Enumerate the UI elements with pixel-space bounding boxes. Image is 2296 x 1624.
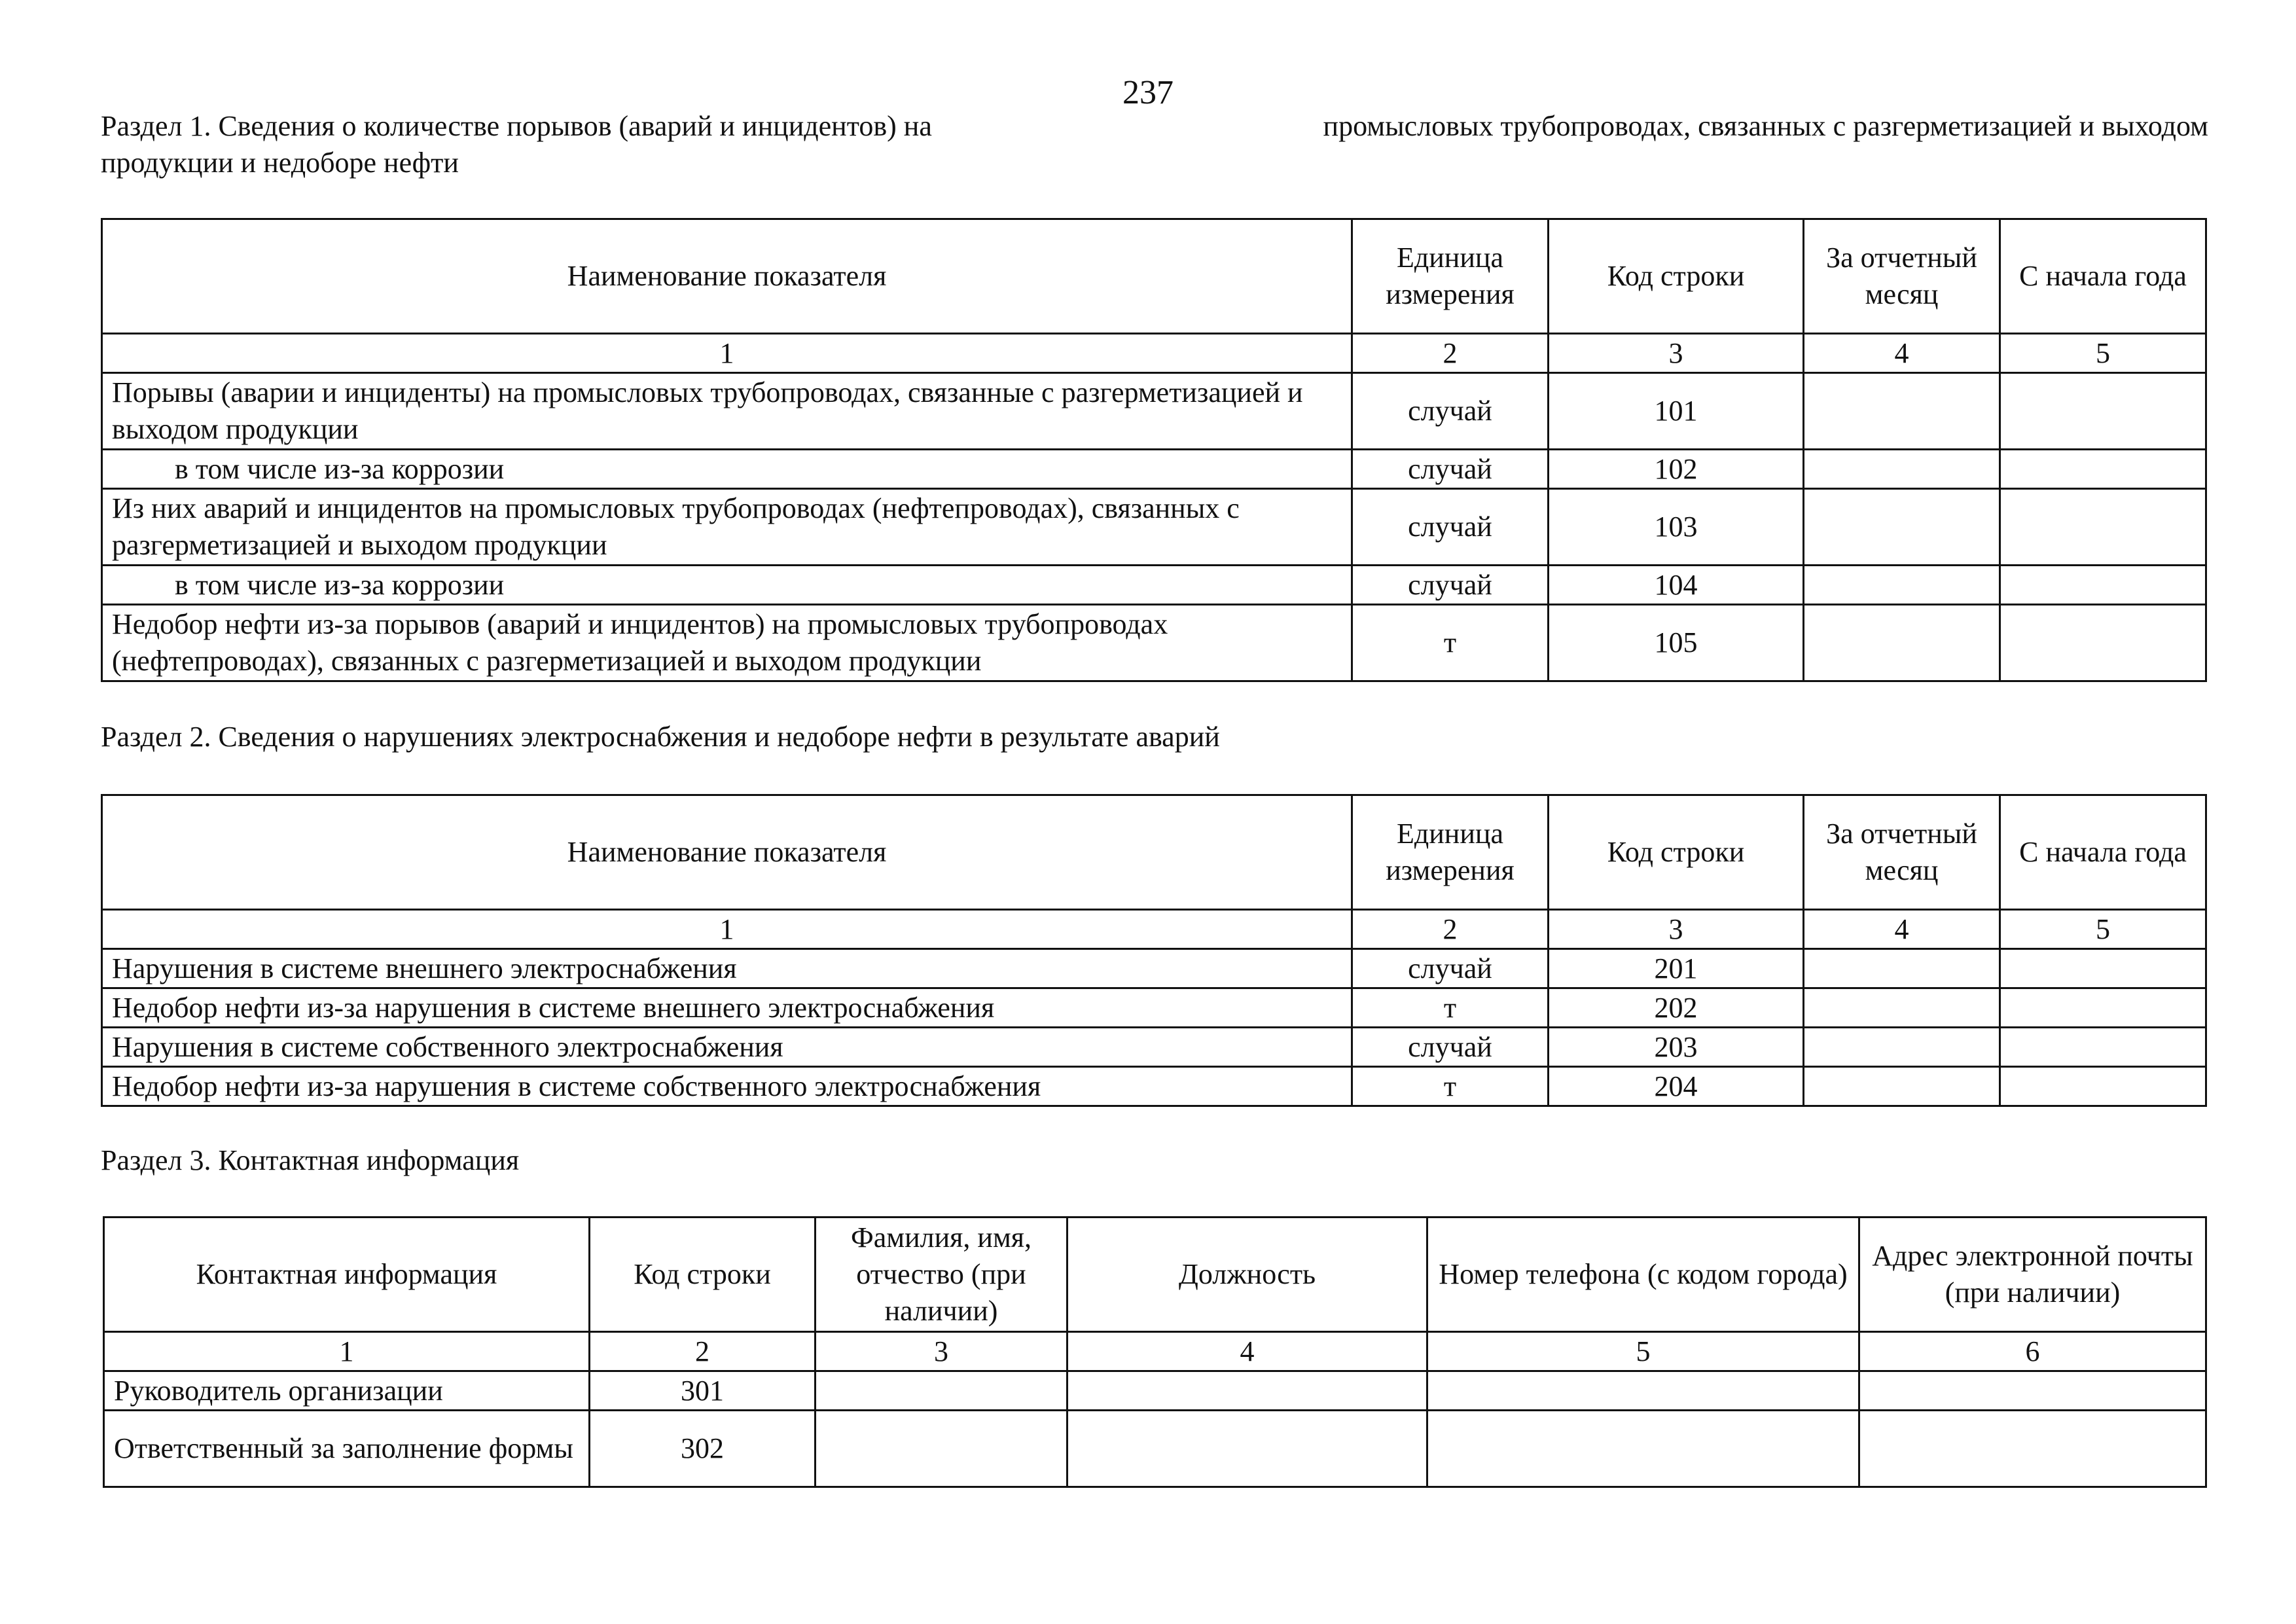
col-number: 1	[102, 334, 1352, 373]
phone-cell[interactable]	[1427, 1411, 1859, 1487]
section1-title	[101, 108, 2208, 181]
code-cell: 103	[1549, 489, 1804, 566]
header-line-code: Код строки	[590, 1218, 816, 1332]
column-numbers-row	[102, 910, 2206, 949]
col-number: 4	[1804, 334, 2000, 373]
code-cell: 302	[590, 1411, 816, 1487]
table-row	[102, 949, 2206, 988]
indicator-name: Нарушения в системе собственного электроснабжения	[102, 1028, 1352, 1067]
full-name-cell[interactable]	[816, 1411, 1067, 1487]
contact-role: Руководитель организации	[104, 1371, 590, 1411]
position-cell[interactable]	[1067, 1411, 1427, 1487]
section3-table	[103, 1216, 2207, 1488]
header-contact-info: Контактная информация	[104, 1218, 590, 1332]
header-month: За отчетный месяц	[1804, 795, 2000, 910]
col-number: 3	[1549, 910, 1804, 949]
ytd-value-cell[interactable]	[2000, 949, 2206, 988]
table-row	[102, 605, 2206, 681]
ytd-value-cell[interactable]	[2000, 605, 2206, 681]
column-numbers-row	[104, 1332, 2206, 1371]
table-row	[102, 450, 2206, 489]
header-line-code: Код строки	[1549, 795, 1804, 910]
code-cell: 202	[1549, 988, 1804, 1028]
month-value-cell[interactable]	[1804, 605, 2000, 681]
unit-cell: случай	[1352, 489, 1549, 566]
code-cell: 201	[1549, 949, 1804, 988]
month-value-cell[interactable]	[1804, 373, 2000, 450]
table-row	[104, 1371, 2206, 1411]
section1-title-line2: продукции и недоборе нефти	[101, 147, 459, 179]
header-email: Адрес электронной почты (при наличии)	[1859, 1218, 2206, 1332]
header-unit: Единица измерения	[1352, 795, 1549, 910]
col-number: 2	[1352, 334, 1549, 373]
table-row	[102, 988, 2206, 1028]
month-value-cell[interactable]	[1804, 988, 2000, 1028]
col-number: 3	[1549, 334, 1804, 373]
table-row	[102, 1067, 2206, 1106]
code-cell: 204	[1549, 1067, 1804, 1106]
indicator-name: Недобор нефти из-за порывов (аварий и инцидентов) на промысловых трубопроводах (нефтепроводах), связанных с разгерметизацией и выходом продукции	[102, 605, 1352, 681]
section1-title-right: промысловых трубопроводах, связанных с разгерметизацией и выходом	[1323, 110, 2208, 142]
header-indicator-name: Наименование показателя	[102, 795, 1352, 910]
col-number: 1	[102, 910, 1352, 949]
section2-title: Раздел 2. Сведения о нарушениях электроснабжения и недоборе нефти в результате аварий	[101, 721, 1220, 753]
email-cell[interactable]	[1859, 1371, 2206, 1411]
column-numbers-row	[102, 334, 2206, 373]
ytd-value-cell[interactable]	[2000, 450, 2206, 489]
col-number: 4	[1804, 910, 2000, 949]
col-number: 3	[816, 1332, 1067, 1371]
section1-table	[101, 218, 2207, 682]
unit-cell: случай	[1352, 949, 1549, 988]
page-number: 237	[1122, 74, 1174, 111]
col-number: 5	[1427, 1332, 1859, 1371]
header-phone: Номер телефона (с кодом города)	[1427, 1218, 1859, 1332]
indicator-name: Нарушения в системе внешнего электроснабжения	[102, 949, 1352, 988]
full-name-cell[interactable]	[816, 1371, 1067, 1411]
unit-cell: случай	[1352, 373, 1549, 450]
ytd-value-cell[interactable]	[2000, 988, 2206, 1028]
unit-cell: т	[1352, 1067, 1549, 1106]
month-value-cell[interactable]	[1804, 450, 2000, 489]
ytd-value-cell[interactable]	[2000, 373, 2206, 450]
header-full-name: Фамилия, имя, отчество (при наличии)	[816, 1218, 1067, 1332]
unit-cell: т	[1352, 605, 1549, 681]
indicator-name: Порывы (аварии и инциденты) на промысловых трубопроводах, связанные с разгерметизацией и выходом продукции	[102, 373, 1352, 450]
unit-cell: случай	[1352, 566, 1549, 605]
code-cell: 104	[1549, 566, 1804, 605]
indicator-name: в том числе из-за коррозии	[102, 450, 1352, 489]
table-row	[102, 373, 2206, 450]
col-number: 1	[104, 1332, 590, 1371]
header-line-code: Код строки	[1549, 219, 1804, 334]
header-position: Должность	[1067, 1218, 1427, 1332]
code-cell: 102	[1549, 450, 1804, 489]
header-month: За отчетный месяц	[1804, 219, 2000, 334]
ytd-value-cell[interactable]	[2000, 1067, 2206, 1106]
section1-title-left: Раздел 1. Сведения о количестве порывов (аварий и инцидентов) на	[101, 110, 932, 142]
table-row	[102, 489, 2206, 566]
phone-cell[interactable]	[1427, 1371, 1859, 1411]
month-value-cell[interactable]	[1804, 949, 2000, 988]
ytd-value-cell[interactable]	[2000, 1028, 2206, 1067]
header-ytd: С начала года	[2000, 219, 2206, 334]
code-cell: 203	[1549, 1028, 1804, 1067]
indicator-name: Недобор нефти из-за нарушения в системе собственного электроснабжения	[102, 1067, 1352, 1106]
col-number: 5	[2000, 910, 2206, 949]
header-indicator-name: Наименование показателя	[102, 219, 1352, 334]
col-number: 5	[2000, 334, 2206, 373]
table-row	[102, 566, 2206, 605]
ytd-value-cell[interactable]	[2000, 566, 2206, 605]
month-value-cell[interactable]	[1804, 1028, 2000, 1067]
table-row	[104, 1411, 2206, 1487]
table-row	[102, 1028, 2206, 1067]
col-number: 2	[1352, 910, 1549, 949]
col-number: 6	[1859, 1332, 2206, 1371]
section3-title: Раздел 3. Контактная информация	[101, 1144, 520, 1176]
unit-cell: случай	[1352, 450, 1549, 489]
email-cell[interactable]	[1859, 1411, 2206, 1487]
indicator-name: Из них аварий и инцидентов на промысловых трубопроводах (нефтепроводах), связанных с разгерметизацией и выходом продукции	[102, 489, 1352, 566]
indicator-name: в том числе из-за коррозии	[102, 566, 1352, 605]
month-value-cell[interactable]	[1804, 566, 2000, 605]
header-unit: Единица измерения	[1352, 219, 1549, 334]
contact-role: Ответственный за заполнение формы	[104, 1411, 590, 1487]
ytd-value-cell[interactable]	[2000, 489, 2206, 566]
month-value-cell[interactable]	[1804, 1067, 2000, 1106]
col-number: 4	[1067, 1332, 1427, 1371]
position-cell[interactable]	[1067, 1371, 1427, 1411]
header-ytd: С начала года	[2000, 795, 2206, 910]
section2-table	[101, 794, 2207, 1107]
month-value-cell[interactable]	[1804, 489, 2000, 566]
code-cell: 301	[590, 1371, 816, 1411]
col-number: 2	[590, 1332, 816, 1371]
unit-cell: случай	[1352, 1028, 1549, 1067]
indicator-name: Недобор нефти из-за нарушения в системе внешнего электроснабжения	[102, 988, 1352, 1028]
unit-cell: т	[1352, 988, 1549, 1028]
code-cell: 105	[1549, 605, 1804, 681]
code-cell: 101	[1549, 373, 1804, 450]
